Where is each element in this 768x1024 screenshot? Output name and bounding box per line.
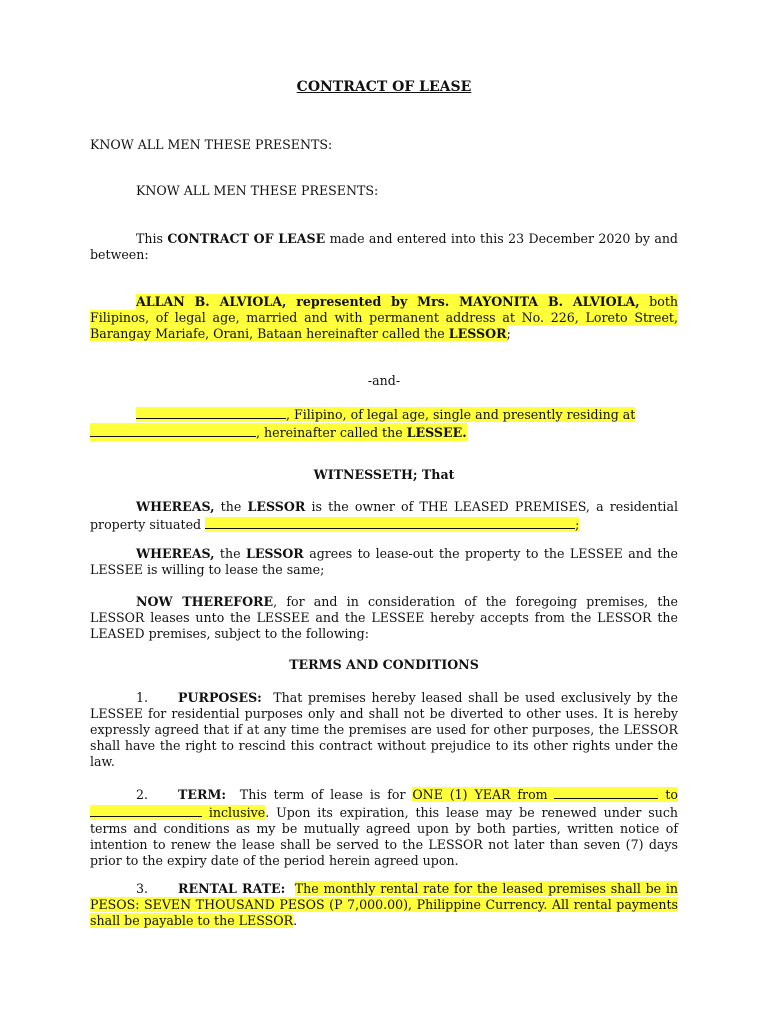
- and-separator: -and-: [367, 373, 401, 388]
- lessee-party-paragraph: , Filipino, of legal age, single and presently residing at , hereinafter called the LESSEE.: [90, 405, 678, 441]
- term-duration: 2. TERM: This term of lease is for ONE (1) YEAR from to inclusive. Upon its expiration, this lease may be renewed under such terms and conditions as my be mutually agreed upon by both parties, written notice of intention to renew the lease shall be served to the LESSOR not later than seven (7) days prior to the expiry date of the period herein agreed upon.: [90, 787, 678, 868]
- start-date-blank[interactable]: [554, 785, 658, 799]
- salutation-line: KNOW ALL MEN THESE PRESENTS:: [90, 137, 333, 152]
- end-date-blank[interactable]: [90, 803, 202, 817]
- witnesseth-heading: WITNESSETH; That: [313, 467, 455, 482]
- lessor-party-paragraph: ALLAN B. ALVIOLA, represented by Mrs. MAYONITA B. ALVIOLA, both Filipinos, of legal age, married and with permanent address at No. 226, Loreto Street, Barangay Mariafe, Orani, Bataan hereinafter called the LESSOR;: [90, 294, 678, 341]
- intro-paragraph: This CONTRACT OF LEASE made and entered into this 23 December 2020 by and between:: [90, 231, 678, 262]
- property-location-blank[interactable]: [205, 515, 575, 529]
- document-title: CONTRACT OF LEASE: [296, 79, 472, 95]
- whereas-agreement-paragraph: WHEREAS, the LESSOR agrees to lease-out the property to the LESSEE and the LESSEE is willing to lease the same;: [90, 546, 678, 577]
- terms-heading: TERMS AND CONDITIONS: [289, 657, 479, 672]
- now-therefore-paragraph: NOW THEREFORE, for and in consideration of the foregoing premises, the LESSOR leases unto the LESSEE and the LESSEE hereby accepts from the LESSOR the LEASED premises, subject to the following:: [90, 594, 678, 641]
- term-rental-rate: 3. RENTAL RATE: The monthly rental rate for the leased premises shall be in PESOS: SEVEN THOUSAND PESOS (P 7,000.00), Philippine Currency. All rental payments shall be payable to the LESSOR.: [90, 881, 679, 928]
- whereas-ownership-paragraph: WHEREAS, the LESSOR is the owner of THE LEASED PREMISES, a residential property situated ;: [90, 499, 678, 532]
- lessee-name-blank[interactable]: [136, 405, 286, 419]
- salutation-line-indented: KNOW ALL MEN THESE PRESENTS:: [136, 183, 379, 198]
- term-purposes: 1. PURPOSES: That premises hereby leased shall be used exclusively by the LESSEE for residential purposes only and shall not be diverted to other uses. It is hereby expressly agreed that if at any time the premises are used for other purposes, the LESSOR shall have the right to rescind this contract without prejudice to its other rights under the law.: [90, 690, 678, 769]
- lessee-address-blank[interactable]: [90, 423, 256, 437]
